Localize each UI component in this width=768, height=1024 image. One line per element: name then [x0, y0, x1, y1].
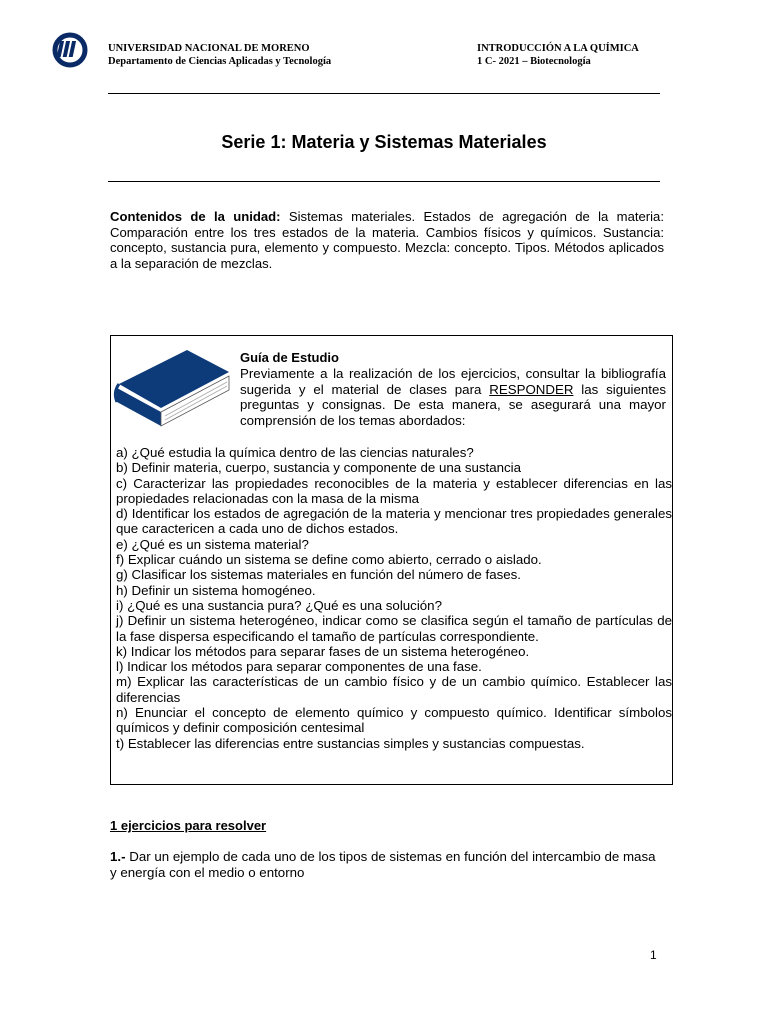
study-question: d) Identificar los estados de agregación de la materia y mencionar tres propiedades generales que caractericen a cada uno de dichos estados. [116, 506, 672, 537]
study-question: b) Definir materia, cuerpo, sustancia y componente de una sustancia [116, 460, 522, 476]
unit-contents [110, 209, 664, 271]
header-divider [108, 93, 660, 94]
study-question: a) ¿Qué estudia la química dentro de las ciencias naturales? [116, 445, 474, 460]
exercise-item [110, 849, 664, 880]
study-question: c) Caracterizar las propiedades reconocibles de la materia y establecer diferencias en las propiedades relacionadas con la masa de la misma [116, 475, 672, 506]
study-question: f) Explicar cuándo un sistema se define como abierto, cerrado o aislado. [116, 552, 542, 568]
page-number: 1 [650, 948, 657, 962]
study-question: t) Establecer las diferencias entre sustancias simples y sustancias compuestas. [116, 735, 585, 751]
study-question: m) Explicar las características de un cambio físico y de un cambio químico. Establecer las diferencias [116, 674, 672, 705]
course-term: 1 C- 2021 – Biotecnología [477, 56, 591, 67]
exercise-number: 1.- [110, 849, 126, 864]
intro-emphasis: RESPONDER [489, 381, 574, 397]
exercise-text: Dar un ejemplo de cada uno de los tipos de sistemas en función del intercambio de masa y energía con el medio o entorno [110, 849, 656, 880]
contents-label: Contenidos de la unidad: [110, 209, 281, 224]
university-logo [52, 32, 88, 68]
study-question: j) Definir un sistema heterogéneo, indicar como se clasifica según el tamaño de partículas de la fase dispersa especificando el tamaño de partículas correspondiente. [116, 613, 672, 644]
study-question: h) Definir un sistema homogéneo. [116, 582, 316, 598]
course-name: INTRODUCCIÓN A LA QUÍMICA [477, 43, 639, 54]
study-question: g) Clasificar los sistemas materiales en función del número de fases. [116, 567, 521, 583]
header-institution [108, 42, 331, 68]
study-guide-title: Guía de Estudio [240, 350, 339, 365]
study-question: n) Enunciar el concepto de elemento químico y compuesto químico. Identificar símbolos químicos y definir composición centesimal [116, 705, 672, 736]
study-question: k) Indicar los métodos para separar fases de un sistema heterogéneo. [116, 643, 530, 659]
contents-text: Sistemas materiales. Estados de agregación de la materia: Comparación entre los tres estados de la materia. Cambios físicos y químicos. Sustancia: concepto, sustancia pura, elemento y compuesto. Mezcla: concepto. Tipos. Métodos aplicados a la separación de mezclas. [110, 209, 664, 271]
university-name: UNIVERSIDAD NACIONAL DE MORENO [108, 43, 310, 54]
title-divider [108, 181, 660, 182]
study-questions-list [116, 445, 672, 751]
exercises-heading: 1 ejercicios para resolver [110, 818, 267, 833]
intro-text-after: las siguientes preguntas y consignas. De esta manera, se asegurará una mayor comprensión de los temas abordados: [240, 381, 667, 428]
study-question: i) ¿Qué es una sustancia pura? ¿Qué es una solución? [116, 597, 442, 613]
department-name: Departamento de Ciencias Aplicadas y Tecnología [108, 56, 332, 67]
intro-text-before: Previamente a la realización de los ejercicios, consultar la bibliografía sugerida y el material de clases para [240, 366, 666, 397]
page-title: Serie 1: Materia y Sistemas Materiales [221, 132, 547, 152]
book-icon [111, 348, 236, 428]
study-question: e) ¿Qué es un sistema material? [116, 536, 309, 552]
header-course [477, 42, 639, 68]
study-guide-intro [240, 366, 666, 428]
study-question: l) Indicar los métodos para separar componentes de una fase. [116, 659, 482, 675]
